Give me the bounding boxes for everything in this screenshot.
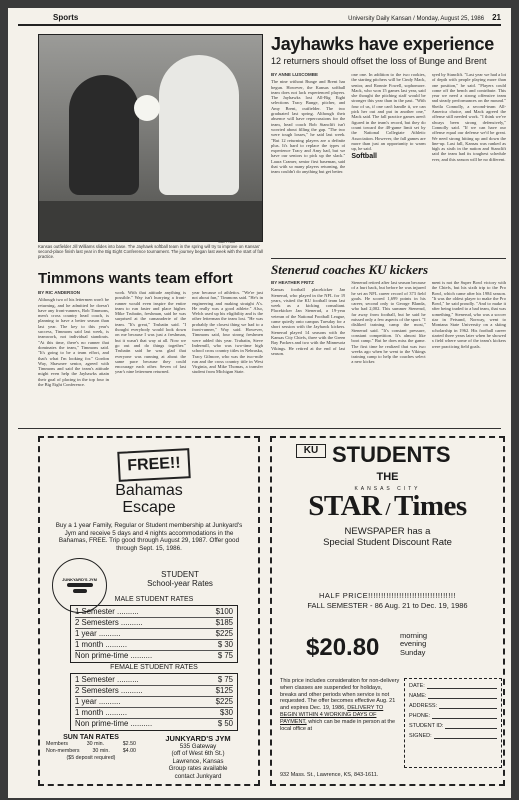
ad-title-line: Bahamas <box>115 482 183 499</box>
sun-note: ($5 deposit required) <box>66 755 116 761</box>
timmons-headline-block <box>38 270 263 287</box>
rate-row <box>75 697 233 708</box>
rate-label: 1 year .......... <box>75 629 121 638</box>
rate-price: $ 30 <box>217 640 233 649</box>
rate-price: $100 <box>215 607 233 616</box>
rate-label: 1 Semester .......... <box>75 675 139 684</box>
stenerud-columns <box>271 280 506 424</box>
byline: BY ANNE LUSCOMBE <box>271 72 319 77</box>
jayhawks-columns <box>271 72 506 254</box>
rate-row <box>75 708 233 719</box>
rate-price: $30 <box>219 708 233 717</box>
rate-price: $ 50 <box>217 719 233 728</box>
coupon-field-line[interactable] <box>427 683 497 689</box>
rate-label: 1 year .......... <box>75 697 121 706</box>
table-title: MALE STUDENT RATES <box>114 596 194 603</box>
ad-title-line: Escape <box>122 499 176 516</box>
table-title: FEMALE STUDENT RATES <box>110 664 198 671</box>
article-text: The nine without Bunge and Brent has begun. However, the Kansas softball team does not lack experienced players. The Jayhawks lost All-Big Eight selections Tracy Bunge, pitcher, and Amy Brent, outfielder. The two graduated last spring. Although their absence will have repercussions for the team, head coach Bob Stanclift isn't worried about filling the gap. "The two were tough losses," he said last week. "But 12 returning players are a definite plus. It's hard to replace the types of experience Tracy and Amy had, but we have our seniors to pick up the slack." Laura Cramer, senior first baseman, said that with so many players returning, the team couldn't do anything but get better. <box>271 79 346 175</box>
article-column <box>271 72 345 254</box>
rate-row <box>75 640 233 651</box>
rate-row <box>75 651 233 661</box>
free-badge: FREE!! <box>117 448 190 482</box>
coupon-field-label: SIGNED: <box>409 733 432 739</box>
coupon-field-label: PHONE: <box>409 713 431 719</box>
star-times-ad <box>270 436 505 786</box>
section-label: Sports <box>53 13 79 22</box>
coupon-field[interactable] <box>409 723 497 729</box>
coupon-field-line[interactable] <box>434 733 497 739</box>
jym-line: Lawrence, Kansas <box>172 757 224 765</box>
coupon-field[interactable] <box>409 693 497 699</box>
ad-divider <box>18 428 501 429</box>
sun-rate-row <box>46 748 136 755</box>
rate-row <box>75 607 233 618</box>
jayhawks-subhead: 12 returners should offset the loss of Bunge and Brent <box>271 56 487 66</box>
article-column <box>432 280 506 424</box>
stenerud-headline-block <box>271 258 506 278</box>
rate-price: $125 <box>215 686 233 695</box>
coupon-field-line[interactable] <box>445 723 497 729</box>
coupon-field-line[interactable] <box>428 693 497 699</box>
jayhawks-headline-block <box>271 34 506 66</box>
fine-print: This price includes consideration for non-delivery when classes are suspended for holidays, breaks and other periods when service is not requested. The offer becomes effective Aug. 21 and expires Dec. 19, 1986, DELIVERY TO BEGIN WITHIN 4 WORKING DAYS OF PAYMENT, which can be made in person at the local office at <box>280 678 400 732</box>
article-text: ment is not the Super Bowl victory with the Chiefs, but his sixth trip to the Pro Bowl, which came after his 1984 season. "It was the oldest player to make the Pro Bowl," he said proudly. "And to make it after being traded to a bad team, that was something." Stenerud, who was a soccer star in Fetsund, Norway, went to Montana State University on a skiing scholarship in 1962. His football career started three years later when he showed a field where some of the team's kickers were practicing field goals. <box>431 280 506 349</box>
article-text: Kansas football placekicker Jan Stenerud, who played in the NFL for 19 years, visited the KU football team last week as a kicking consultant. Placekicker Jan Stenerud, a 19-year veteran of the National Football League, came quietly onto campus Tuesday for a short session with the Jayhawk kickers. Stenerud played 14 seasons with the Kansas City Chiefs, three with the Green Bay Packers and two with the Minnesota Vikings. He retired at the end of last season. <box>271 287 346 356</box>
article-column <box>115 290 186 424</box>
male-rates-table <box>70 596 238 663</box>
rate-row <box>75 629 233 640</box>
newspaper-page <box>8 8 511 798</box>
kansas-city-line: KANSAS CITY <box>354 486 421 492</box>
rate-label: 2 Semesters .......... <box>75 686 143 695</box>
delivery-options: morning evening Sunday <box>400 631 428 657</box>
jym-title: JUNKYARD'S JYM <box>165 734 231 743</box>
article-column <box>271 280 345 424</box>
sun-price: $4.00 <box>122 747 136 754</box>
article-text: Although two of his lettermen won't be returning, and he admitted he doesn't have any front-runners, Bob Timmons, men's cross country head coach, is planning to have a better season than last year. The key to this year's success, Timmons said last week, is teamwork, not individual standouts. "At this time, there's no runner that dominates the team," Timmons said. "It's going to be a team effort, and that's what I'm looking for." Gordon Way, Shawnee senior, agreed with Timmons and said the team's attitude might even help the Jayhawks attain their goal of placing in the top four in the Big Eight Conference. <box>38 297 109 388</box>
office-address: 932 Mass. St., Lawrence, KS, 843-1611. <box>280 772 379 778</box>
coupon-field[interactable] <box>409 703 497 709</box>
jym-line: Group rates available <box>168 765 228 773</box>
player-figure <box>69 75 139 195</box>
subscription-coupon <box>404 678 502 768</box>
coupon-field-label: ADDRESS: <box>409 703 438 709</box>
article-column <box>351 72 425 254</box>
logo-text: JUNKYARD'S JYM <box>62 577 97 582</box>
article-text: one one. In addition to the two rookies, the starting pitchers will be Cindy Mack, senior, and Ronnie Fowell, sophomore. Mack, who won 15 games last year, said she thought the pitching staff would be stronger this year than in the past. "With four of us, if one can't handle it, we can pick her out and put in another one," Mack said. The fall practice games aren't figured in the team's record, but they do count toward the 40-game limit set by the National Collegiate Athletic Association. However, the fall games are more than just an opportunity to warm up, he said. <box>351 72 426 152</box>
discount-headline: NEWSPAPER has a Special Student Discount Rate <box>323 526 452 548</box>
byline: BY HEATHER FRITZ <box>271 280 314 285</box>
rate-label: 1 month .......... <box>75 640 128 649</box>
half-price-banner: HALF PRICE!!!!!!!!!!!!!!!!!!!!!!!!!!!!!!!!!! <box>318 591 457 600</box>
the-word: THE <box>376 471 399 483</box>
fall-semester-line: FALL SEMESTER - 86 Aug. 21 to Dec. 19, 1986 <box>307 601 468 610</box>
rate-price: $ 75 <box>217 675 233 684</box>
female-rates-table <box>70 664 238 731</box>
article-text: Stenerud retired after last season because of a hurt back, but before he was injured he set an NFL career record of 373 field goals. He scored 1,699 points in his career, second only to George Blanda, who had 2,002. This summer Stenerud, far away from football, but he said he missed only a few aspects of the sport. "I disliked training camp the most," Stenerud said. "It's constant pressure, constant competition. It's almost like boot camp." But he does miss the game. The first time he realized that was two weeks ago when he went to the Vikings training camp to help the coaches select a new kicker. <box>351 280 426 365</box>
rate-label: 1 Semester .......... <box>75 607 139 616</box>
ad-body-text: Buy a 1 year Family, Regular or Student membership at Junkyard's Jym and receive 5 days and 4 nights accommodations in the Bahamas, FREE. Trip good through August 29, 1987. Offer good through Sept. 15, 1986. <box>55 522 243 552</box>
coupon-field-line[interactable] <box>432 713 497 719</box>
publication-line: University Daily Kansan / Monday, August 25, 1986 <box>348 16 485 22</box>
ball-shape <box>134 95 160 121</box>
barbell-icon <box>67 583 93 587</box>
sun-label: Members <box>46 741 69 747</box>
page-number: 21 <box>492 13 501 22</box>
photo-credit: Staff Photo <box>218 240 236 244</box>
rate-row <box>75 675 233 686</box>
jym-line: (off of West 6th St.) <box>171 750 225 758</box>
softball-photo <box>38 34 263 242</box>
article-column <box>432 72 506 254</box>
coupon-field[interactable] <box>409 733 497 739</box>
ku-logo: KU <box>296 444 326 458</box>
rate-row <box>75 686 233 697</box>
coupon-field[interactable] <box>409 683 497 689</box>
ad-title <box>40 482 258 516</box>
rate-price: $225 <box>215 697 233 706</box>
timmons-headline: Timmons wants team effort <box>38 270 233 287</box>
page-header <box>18 12 501 26</box>
rate-label: Non prime-time .......... <box>75 719 153 728</box>
rate-row <box>75 719 233 729</box>
rates-title: STUDENT School-year Rates <box>147 570 213 588</box>
jym-address-block <box>142 734 254 780</box>
rate-price: $225 <box>215 629 233 638</box>
rate-label: 2 Semesters .......... <box>75 618 143 627</box>
sun-time: 30 min. <box>92 747 110 754</box>
star-times-logo: STAR / Times <box>308 490 467 522</box>
byline: BY RIC ANDERSON <box>38 290 81 295</box>
rate-price: $ 75 <box>217 651 233 660</box>
article-column <box>351 280 425 424</box>
article-column <box>192 290 263 424</box>
bahamas-ad <box>38 436 260 786</box>
students-heading: STUDENTS <box>332 442 451 467</box>
coupon-field-line[interactable] <box>439 703 497 709</box>
rate-row <box>75 618 233 629</box>
rate-price: $185 <box>215 618 233 627</box>
coupon-field-label: STUDENT ID: <box>409 723 444 729</box>
article-text: ayed by Stanclift. "Last year we had a lot of depth with people playing more than one position," he said. "Players could come off the bench and contribute. This year we need a strong offensive team and steady performances on the mound." Sheila Connolly, a second-team All-America choice, and Mack agreed the offense still needed work. "I think we've always been strong defensively," Connolly said. "If we can have our offense equal our defense we'd be great. We need strong hitting up and down the line-up. Last fall, Kansas was ranked as high as sixth in the nation and Stanclift said the team had its toughest schedule ever, and this season will be no different. <box>431 72 506 162</box>
sun-price: $2.50 <box>122 741 136 747</box>
sun-tan-rates <box>46 734 136 761</box>
article-text: year because of athletics. "We're just not about fun," Timmons said. "He's in engineering and making straight A's. He really was a good athlete." Also, Welch used up his eligibility and is the other letterman the team lost. "He was probably the closest thing we had to a front-runner," Way said. However, Timmons said, four strong freshmen were added this year. Trubatin, Steve Indermill, who was two-time high school cross country titles in Nebraska, Tracy Gilmore, who was the two-mile run and the cross country title in West Virginia, and Mike Thomas, a transfer student from Michigan State. <box>192 290 263 375</box>
jym-line: contact Junkyard <box>174 772 222 780</box>
player-figure <box>159 55 239 195</box>
article-text: work. With that attitude anything is possible." Way isn't hurrying a front-runner would even inspire the entire team to run faster and place higher. Mike Trubatin, freshman, said he was surprised at the camaraderie of the team. "It's great," Trubatin said. "I thought everybody would look down on me because I was just a freshman, but it wasn't that way at all. Now we go out and do things together." Trubatin said he was glad that everyone was running at about the same pace because they could encourage each other. Seven of last year's nine lettermen returned. <box>115 290 186 375</box>
stenerud-headline: Stenerud coaches KU kickers <box>271 262 429 277</box>
price-value: $20.80 <box>306 634 380 661</box>
rate-label: Non prime-time .......... <box>75 651 153 660</box>
coupon-field-label: NAME: <box>409 693 427 699</box>
sun-time: 30 min. <box>86 741 105 747</box>
jym-line: 535 Gateway <box>179 743 217 750</box>
sun-label: Non-members <box>46 747 80 754</box>
article-column <box>38 290 109 424</box>
photo-caption: Kansas outfielder Jill Williams slides into base. The Jayhawk softball team in the spring will try to improve on Kansas' second-place finish last year in the Big Eight Conference tournament. The journey began last week with the start of fall practice. <box>38 244 263 259</box>
coupon-field[interactable] <box>409 713 497 719</box>
sun-title: SUN TAN RATES <box>63 734 119 741</box>
jayhawks-headline: Jayhawks have experience <box>271 34 494 54</box>
coupon-field-label: DATE: <box>409 683 425 689</box>
timmons-columns <box>38 290 263 424</box>
section-subhead: Softball <box>351 153 377 161</box>
rate-label: 1 month .......... <box>75 708 128 717</box>
